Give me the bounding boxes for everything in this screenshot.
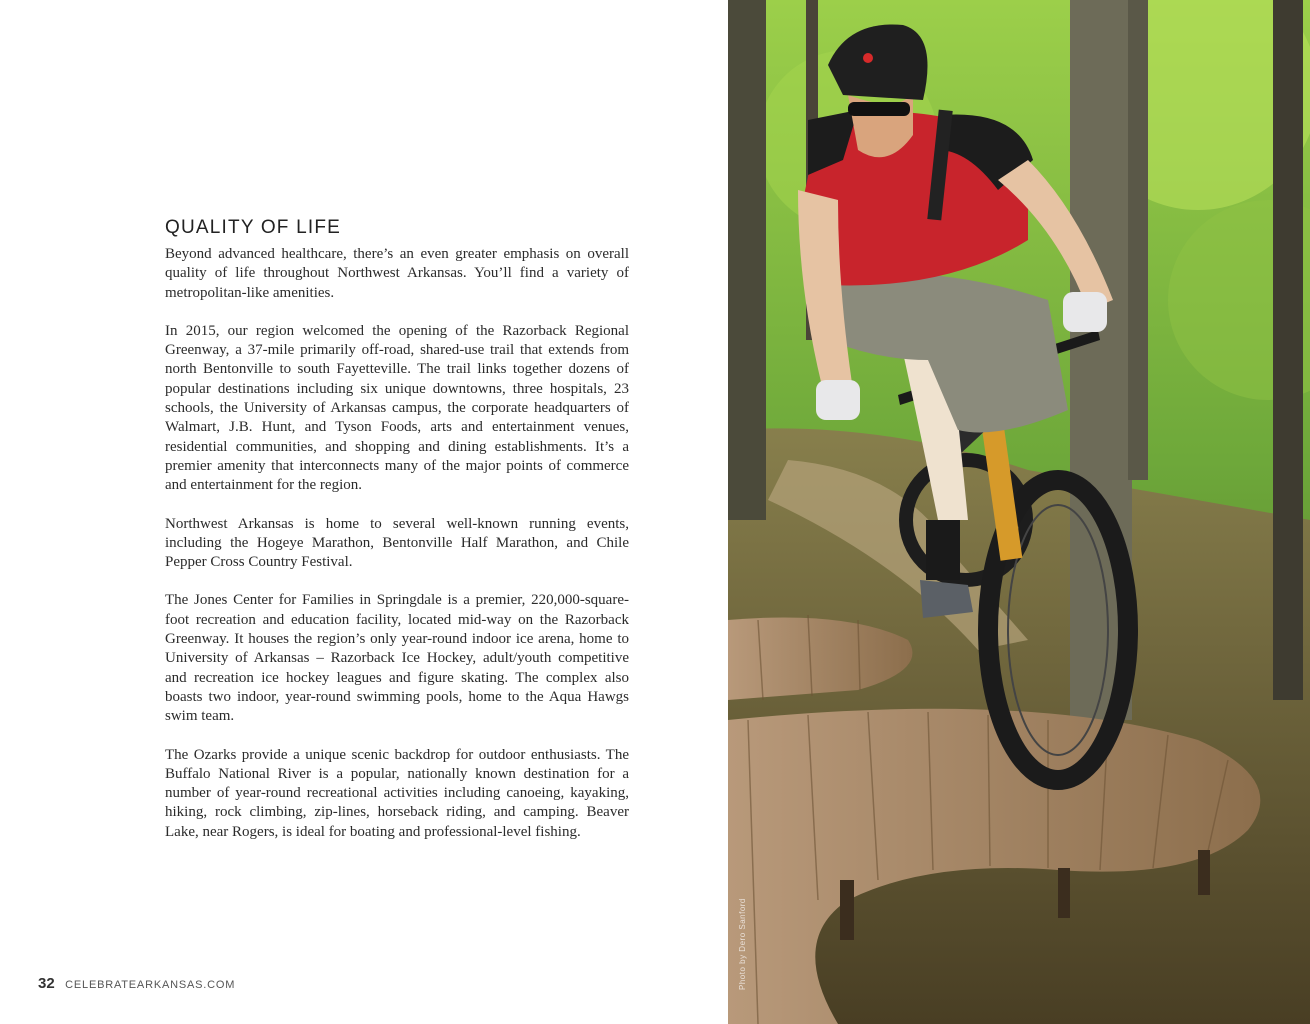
paragraph-jones-center: The Jones Center for Families in Springdale is a premier, 220,000-square-foot recreation and education facility, located mid-way on the Razorback Greenway. It houses the region’s only year-round indoor ice arena, home to University of Arkansas – Razorback Ice Hockey, adult/youth competitive and recreation ice hockey leagues and figure skating. The complex also boasts two indoor, year-round swimming pools, home to the Aqua Hawgs swim team.: [165, 592, 629, 725]
rider-shoe: [920, 580, 973, 618]
site-url: CELEBRATEARKANSAS.COM: [65, 979, 236, 991]
page-number: 32: [38, 975, 55, 992]
rider-glove-right: [1063, 292, 1107, 332]
helmet-light: [863, 53, 873, 63]
boardwalk-post: [1198, 850, 1210, 895]
page-footer: [38, 975, 235, 993]
boardwalk-post: [1058, 868, 1070, 918]
mountain-biker-photo: [728, 0, 1310, 1024]
boardwalk-post: [840, 880, 854, 940]
rider-glove-left: [816, 380, 860, 420]
quality-of-life-section: [165, 215, 629, 861]
paragraph-intro: Beyond advanced healthcare, there’s an even greater emphasis on overall quality of life throughout Northwest Arkansas. You’ll find a variety of metropolitan-like amenities.: [165, 246, 629, 301]
photo-credit: Photo by Dero Sanford: [738, 898, 747, 990]
tree-trunk: [728, 0, 766, 520]
photo-illustration: [728, 0, 1310, 1024]
tree-trunk: [1128, 0, 1148, 480]
rider-sock: [926, 520, 960, 580]
section-title: QUALITY OF LIFE: [165, 217, 342, 238]
paragraph-ozarks: The Ozarks provide a unique scenic backdrop for outdoor enthusiasts. The Buffalo National River is a popular, nationally known destination for a number of year-round recreational activities including canoeing, kayaking, hiking, rock climbing, zip-lines, horseback riding, and camping. Beaver Lake, near Rogers, is ideal for boating and professional-level fishing.: [165, 746, 629, 840]
paragraph-running-events: Northwest Arkansas is home to several well-known running events, including the Hogeye Marathon, Bentonville Half Marathon, and Chile Pepper Cross Country Festival.: [165, 515, 629, 571]
tree-trunk: [1273, 0, 1303, 700]
rider-sunglasses: [848, 102, 910, 116]
paragraph-greenway: In 2015, our region welcomed the opening of the Razorback Regional Greenway, a 37-mile primarily off-road, shared-use trail that extends from north Bentonville to south Fayetteville. The trail links together dozens of popular destinations including six unique downtowns, three hospitals, 23 schools, the University of Arkansas campus, the corporate headquarters of Walmart, J.B. Hunt, and Tyson Foods, arts and entertainment venues, residential communities, and shopping and dining establishments. It’s a premier amenity that interconnects many of the major points of commerce and entertainment for the region.: [165, 322, 629, 494]
